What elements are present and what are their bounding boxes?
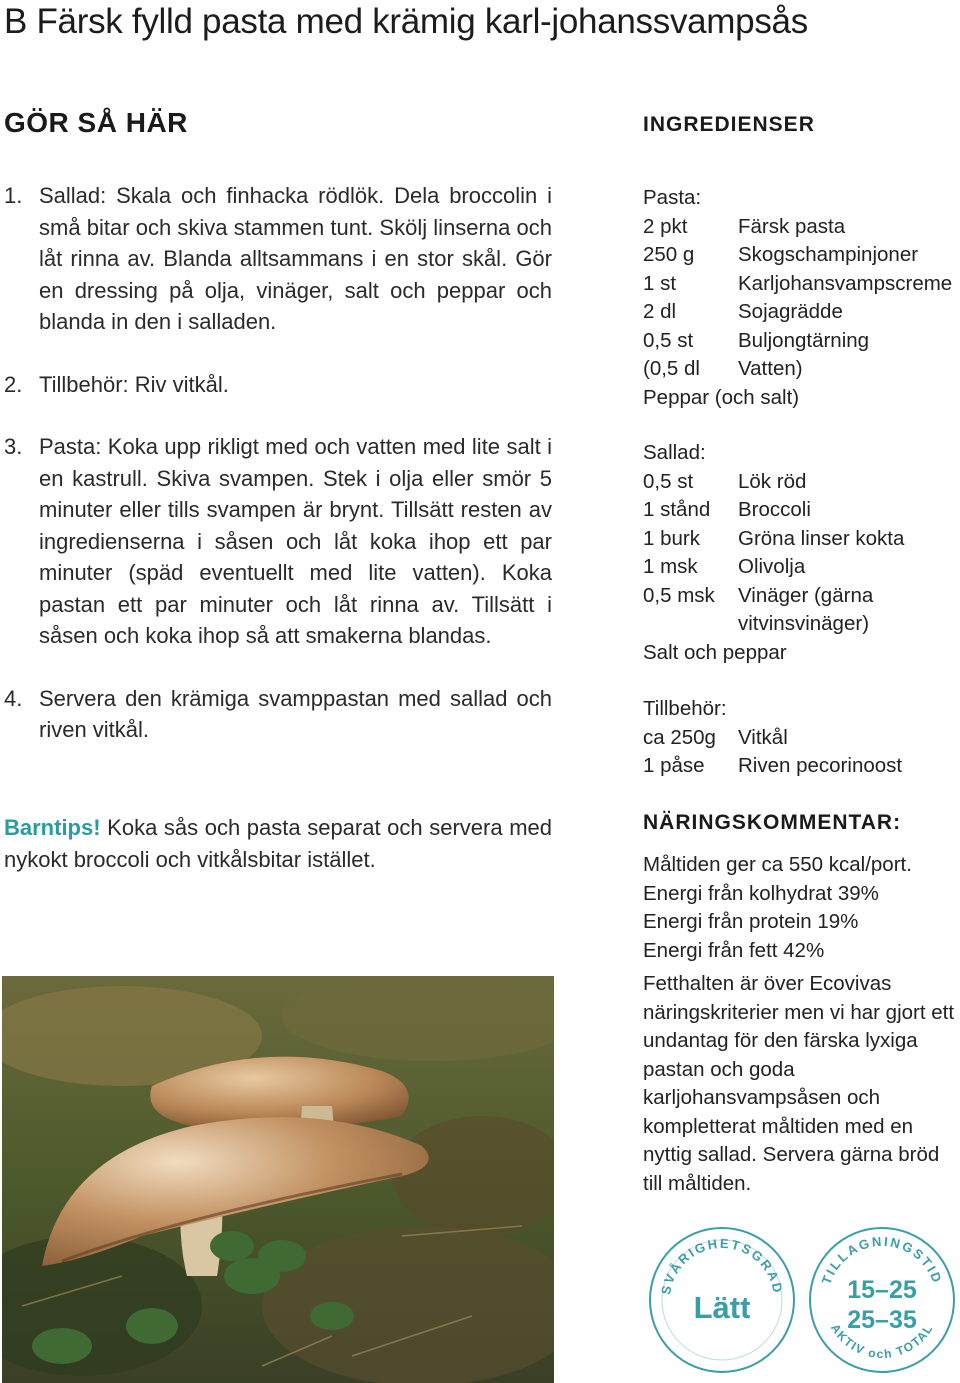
ingredient-extra: Peppar (och salt)	[643, 385, 800, 409]
kids-tip-text: Koka sås och pasta separat och servera med nykokt broccoli och vitkålsbitar istället.	[4, 815, 552, 872]
nutrition-line: Energi från fett 42%	[643, 938, 825, 962]
ingredient-name: Vinäger (gärna vitvinsvinäger)	[738, 583, 874, 635]
step-number: 3.	[4, 434, 23, 459]
step-4	[4, 683, 552, 746]
time-arc-label: TILLAGNINGSTID	[818, 1233, 946, 1287]
ingredient-name: Broccoli	[738, 498, 811, 521]
step-3	[4, 431, 552, 652]
ingredient-row	[643, 496, 959, 525]
step-number: 1.	[4, 183, 23, 208]
difficulty-badge	[648, 1226, 796, 1374]
page-title: B Färsk fylld pasta med krämig karl-johanssvampsås	[4, 2, 808, 41]
ingredient-name: Olivolja	[738, 555, 806, 578]
difficulty-arc-label: SVÅRIGHETSGRAD	[658, 1235, 786, 1296]
ingredient-row	[643, 355, 959, 384]
step-text: Pasta: Koka upp rikligt med och vatten med lite salt i en kastrull. Skiva svampen. Stek i olja eller smör 5 minuter eller tills svampen är brynt. Tillsätt resten av ingredienserna i såsen och låt koka ihop ett par minuter (späd eventuellt med lite vatten). Koka pastan ett par minuter och låt rinna av. Tillsätt i såsen och koka ihop så att smakerna blandas.	[39, 434, 552, 648]
ingredient-qty: 1 st	[643, 271, 677, 295]
ingredient-name: Vitkål	[738, 725, 788, 749]
group-label: Sallad:	[643, 441, 706, 464]
ingredients-tillbehor	[643, 695, 959, 781]
ingredient-row	[643, 525, 959, 554]
ingredient-row	[643, 582, 959, 639]
ingredient-qty: 0,5 st	[643, 328, 694, 352]
ingredient-name: Buljongtärning	[738, 328, 870, 352]
ingredient-extra: Salt och peppar	[643, 640, 787, 664]
ingredient-name: Lök röd	[738, 469, 807, 493]
time-total: 25–35	[847, 1306, 917, 1334]
nutrition-comment: Fetthalten är över Ecovivas näringskriterier men vi har gjort ett undantag för den färska lyxiga pastan och goda karljohansvampsåsen och kompletterat måltiden med en nyttig sallad. Servera gärna bröd till måltiden.	[643, 972, 955, 1195]
step-text: Servera den krämiga svamppastan med sallad och riven vitkål.	[39, 685, 552, 742]
nutrition-line: Måltiden ger ca 550 kcal/port.	[643, 853, 912, 876]
kids-tip-label: Barntips!	[4, 815, 101, 840]
nutrition-heading: NÄRINGSKOMMENTAR:	[643, 811, 902, 834]
time-active: 15–25	[847, 1276, 917, 1304]
step-text: Tillbehör: Riv vitkål.	[39, 371, 229, 397]
ingredient-name: Färsk pasta	[738, 214, 846, 238]
method-heading: GÖR SÅ HÄR	[4, 107, 188, 138]
group-label: Pasta:	[643, 186, 702, 209]
ingredient-qty: 0,5 msk	[643, 583, 715, 607]
ingredient-qty: 1 burk	[643, 526, 700, 550]
ingredient-row	[643, 724, 959, 753]
ingredient-row	[643, 241, 959, 270]
step-text: Sallad: Skala och finhacka rödlök. Dela broccolin i små bitar och skiva stammen tunt. Skölj linserna och låt rinna av. Blanda alltsammans i en stor skål. Gör en dressing på olja, vinäger, salt och peppar och blanda in den i salladen.	[39, 183, 552, 334]
ingredients-heading: INGREDIENSER	[643, 113, 815, 136]
ingredients-pasta	[643, 184, 959, 412]
nutrition-line: Energi från kolhydrat 39%	[643, 881, 879, 905]
ingredient-qty: 250 g	[643, 243, 695, 266]
ingredient-row	[643, 468, 959, 497]
ingredient-name: Karljohansvampscreme	[738, 271, 953, 295]
ingredient-row	[643, 553, 959, 582]
ingredient-row	[643, 213, 959, 242]
nutrition-line: Energi från protein 19%	[643, 910, 859, 933]
difficulty-value: Lätt	[693, 1290, 751, 1325]
time-badge	[808, 1226, 956, 1374]
step-1	[4, 180, 552, 338]
ingredient-name: Gröna linser kokta	[738, 526, 905, 550]
ingredient-qty: 0,5 st	[643, 469, 694, 493]
ingredient-name: Skogschampinjoner	[738, 243, 919, 266]
time-arc-bottom-label: AKTIV och TOTAL	[828, 1321, 936, 1362]
ingredient-qty: 1 påse	[643, 754, 705, 777]
ingredient-qty: 1 stånd	[643, 498, 711, 521]
method-steps	[4, 180, 552, 777]
mushroom-icon	[2, 976, 554, 1383]
ingredient-row	[643, 270, 959, 299]
ingredient-row	[643, 752, 959, 781]
ingredient-row	[643, 327, 959, 356]
group-label: Tillbehör:	[643, 697, 727, 720]
step-number: 4.	[4, 685, 23, 711]
ingredients-sallad	[643, 439, 959, 667]
ingredient-qty: 2 pkt	[643, 214, 688, 238]
ingredient-qty: (0,5 dl	[643, 357, 700, 380]
ingredient-qty: ca 250g	[643, 725, 716, 749]
ingredient-row	[643, 298, 959, 327]
ingredient-qty: 1 msk	[643, 555, 698, 578]
ingredient-qty: 2 dl	[643, 300, 677, 323]
ingredient-name: Vatten)	[738, 357, 803, 380]
ingredient-name: Sojagrädde	[738, 300, 843, 323]
nutrition-facts	[643, 851, 959, 1198]
mushroom-photo	[2, 976, 554, 1383]
step-2	[4, 369, 552, 401]
ingredient-name: Riven pecorinoost	[738, 754, 903, 777]
step-number: 2.	[4, 371, 23, 397]
kids-tip	[4, 812, 552, 875]
